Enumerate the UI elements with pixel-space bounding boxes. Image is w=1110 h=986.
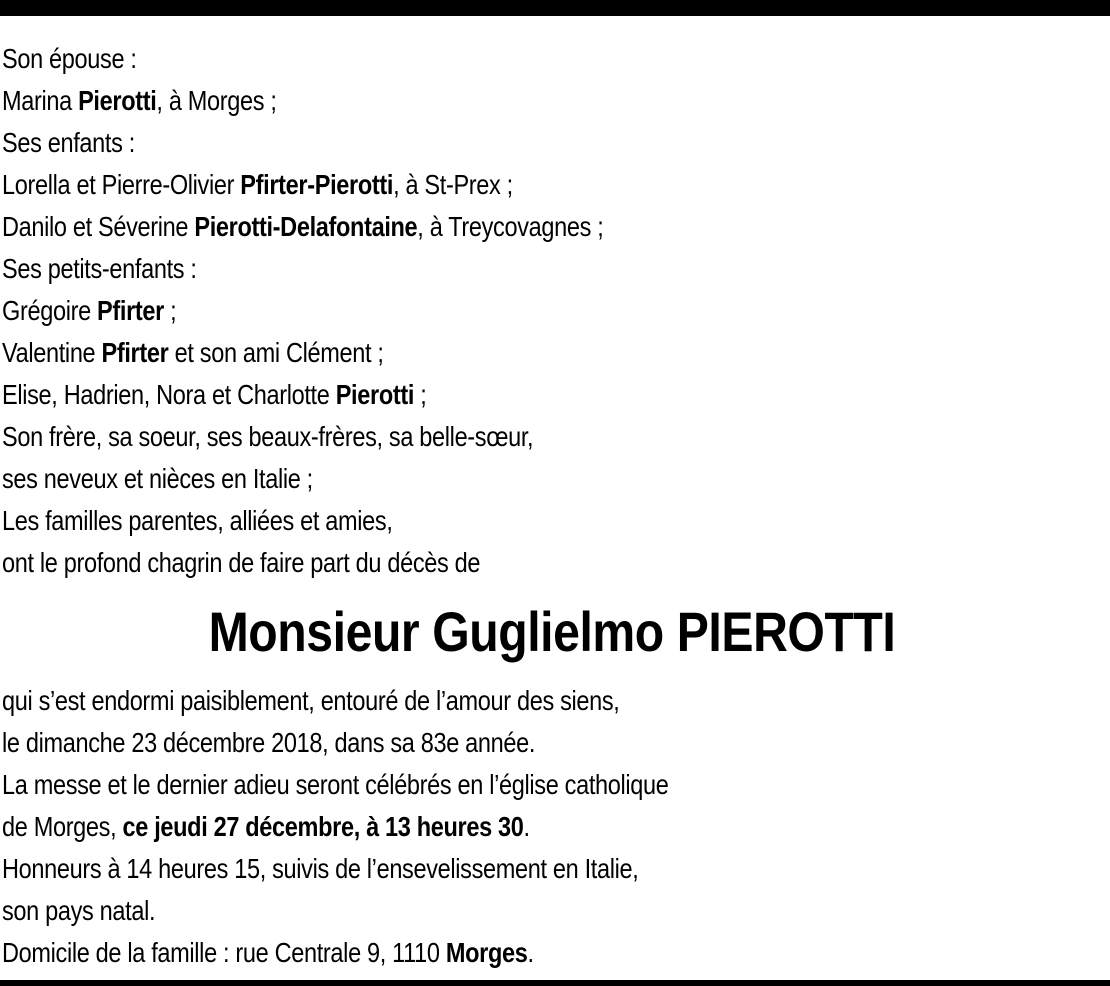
line-text: qui s’est endormi paisiblement, entouré de l’amour des siens, — [2, 685, 620, 716]
line-text: Lorella et Pierre-Olivier — [2, 169, 241, 200]
text-line — [2, 722, 926, 764]
line-text: ; — [414, 379, 427, 410]
family-town: Morges — [445, 937, 528, 968]
line-text: , à Treycovagnes ; — [417, 211, 604, 242]
text-line — [2, 206, 926, 248]
line-text: et son ami Clément ; — [168, 337, 384, 368]
line-text: son pays natal. — [2, 895, 156, 926]
line-text: Marina — [2, 85, 79, 116]
text-line — [2, 890, 926, 932]
line-text: La messe et le dernier adieu seront célébrés en l’église catholique — [2, 769, 669, 800]
ceremony-date-time: ce jeudi 27 décembre, à 13 heures 30 — [122, 811, 524, 842]
text-line — [2, 374, 926, 416]
family-surname: Pfirter — [97, 295, 164, 326]
text-line — [2, 458, 926, 500]
text-line — [2, 248, 926, 290]
line-text: Ses petits-enfants : — [2, 253, 197, 284]
text-line — [2, 932, 926, 974]
bottom-border-rule — [0, 980, 1110, 986]
line-text: le dimanche 23 décembre 2018, dans sa 83e année. — [2, 727, 536, 758]
text-line — [2, 38, 926, 80]
line-text: Elise, Hadrien, Nora et Charlotte — [2, 379, 336, 410]
line-text: , à St-Prex ; — [393, 169, 513, 200]
text-line — [2, 500, 926, 542]
line-text: Son frère, sa soeur, ses beaux-frères, sa belle-sœur, — [2, 421, 534, 452]
text-line — [2, 332, 926, 374]
text-line — [2, 848, 926, 890]
line-text: ont le profond chagrin de faire part du décès de — [2, 547, 481, 578]
family-surname: Pierotti-Delafontaine — [194, 211, 418, 242]
text-line — [2, 290, 926, 332]
text-line — [2, 806, 926, 848]
line-text: ses neveux et nièces en Italie ; — [2, 463, 313, 494]
line-text: . — [523, 811, 530, 842]
text-line — [2, 80, 926, 122]
family-surname: Pfirter — [101, 337, 169, 368]
text-line — [2, 764, 926, 806]
line-text: Grégoire — [2, 295, 98, 326]
line-text: ; — [163, 295, 177, 326]
line-text: Ses enfants : — [2, 127, 135, 158]
text-line — [2, 164, 926, 206]
text-line — [2, 122, 926, 164]
line-text: Honneurs à 14 heures 15, suivis de l’ensevelissement en Italie, — [2, 853, 639, 884]
family-surname: Pierotti — [335, 379, 415, 410]
line-text: , à Morges ; — [156, 85, 277, 116]
family-surname: Pierotti — [78, 85, 157, 116]
line-text: Danilo et Séverine — [2, 211, 195, 242]
line-text: de Morges, — [2, 811, 123, 842]
family-surname: Pfirter-Pierotti — [240, 169, 394, 200]
line-text: Valentine — [2, 337, 102, 368]
text-line — [2, 416, 926, 458]
line-text: . — [527, 937, 534, 968]
line-text: Domicile de la famille : rue Centrale 9, 1110 — [2, 937, 446, 968]
line-text: Son épouse : — [2, 43, 137, 74]
text-line — [2, 542, 926, 584]
top-border-rule — [0, 0, 1110, 16]
deceased-name-heading: Monsieur Guglielmo PIEROTTI — [208, 600, 896, 663]
obituary-notice — [2, 38, 1102, 974]
line-text: Les familles parentes, alliées et amies, — [2, 505, 393, 536]
text-line — [2, 680, 926, 722]
